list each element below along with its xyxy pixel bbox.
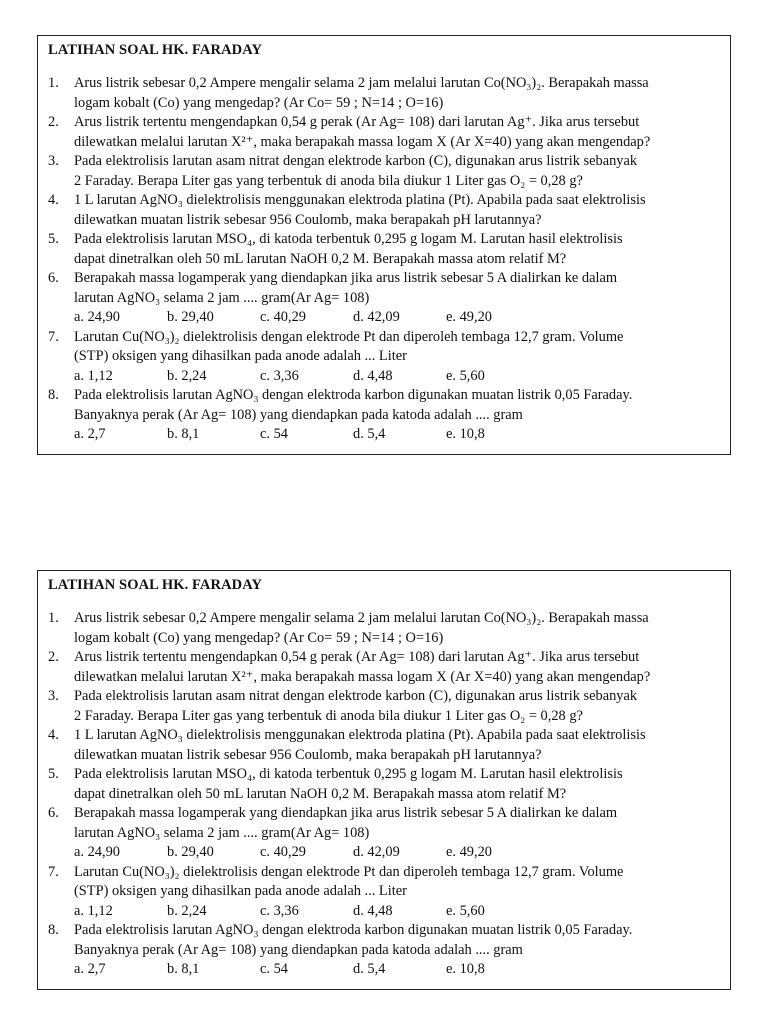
question-row xyxy=(48,152,718,191)
question-text xyxy=(74,863,718,902)
question-line: dapat dinetralkan oleh 50 mL larutan NaOH 0,2 M. Berapakah massa atom relatif M? xyxy=(74,250,567,267)
question-row xyxy=(48,230,718,269)
answer-option: a. 2,7 xyxy=(74,426,106,442)
answer-options xyxy=(48,367,718,387)
question-number: 8. xyxy=(48,387,59,403)
question-line: Berapakah massa logamperak yang diendapkan jika arus listrik sebesar 5 A dialirkan ke dalam xyxy=(74,270,618,286)
worksheet-card xyxy=(37,570,731,990)
answer-option: b. 29,40 xyxy=(167,844,214,860)
answer-option: c. 54 xyxy=(260,961,288,977)
question-line: larutan AgNO₃ selama 2 jam .... gram(Ar Ag= 108) xyxy=(74,824,370,841)
question-number: 7. xyxy=(48,328,59,345)
question-line: Arus listrik tertentu mengendapkan 0,54 g perak (Ar Ag= 108) dari larutan Ag⁺. Jika arus tersebut xyxy=(74,114,640,130)
question-row xyxy=(48,269,718,308)
question-line: 1 L larutan AgNO₃ dielektrolisis menggunakan elektroda platina (Pt). Apabila pada saat elektrolisis xyxy=(74,727,646,743)
question-line: dilewatkan melalui larutan X²⁺, maka berapakah massa logam X (Ar X=40) yang akan mengendap? xyxy=(74,668,651,685)
answer-option: e. 10,8 xyxy=(446,961,485,977)
question-line: Berapakah massa logamperak yang diendapkan jika arus listrik sebesar 5 A dialirkan ke dalam xyxy=(74,805,618,821)
answer-option: d. 5,4 xyxy=(353,426,386,442)
question-text xyxy=(74,386,718,425)
question-text xyxy=(74,648,718,687)
question-item xyxy=(48,269,718,328)
answer-option: c. 3,36 xyxy=(260,367,299,384)
question-text xyxy=(74,726,718,765)
answer-options xyxy=(48,902,718,922)
question-row xyxy=(48,191,718,230)
question-text xyxy=(74,152,718,191)
question-line: Banyaknya perak (Ar Ag= 108) yang diendapkan pada katoda adalah .... gram xyxy=(74,941,523,958)
question-text xyxy=(74,804,718,843)
worksheet-title: LATIHAN SOAL HK. FARADAY xyxy=(48,577,263,593)
question-item xyxy=(48,230,718,269)
worksheet-card xyxy=(37,35,731,455)
question-line: Pada elektrolisis larutan asam nitrat dengan elektrode karbon (C), digunakan arus listrik sebanyak xyxy=(74,688,638,704)
question-text xyxy=(74,921,718,960)
question-number: 2. xyxy=(48,114,59,130)
answer-option: d. 42,09 xyxy=(353,309,400,325)
question-item xyxy=(48,386,718,445)
question-number: 1. xyxy=(48,75,59,91)
question-item xyxy=(48,152,718,191)
question-text xyxy=(74,191,718,230)
question-row xyxy=(48,609,718,648)
question-number: 2. xyxy=(48,649,59,665)
question-line: dilewatkan muatan listrik sebesar 956 Coulomb, maka berapakah pH larutannya? xyxy=(74,746,542,763)
answer-options xyxy=(48,843,718,863)
question-row xyxy=(48,687,718,726)
question-line: larutan AgNO₃ selama 2 jam .... gram(Ar Ag= 108) xyxy=(74,289,370,306)
question-text xyxy=(74,687,718,726)
answer-option: e. 49,20 xyxy=(446,309,492,325)
question-line: Pada elektrolisis larutan MSO₄, di katoda terbentuk 0,295 g logam M. Larutan hasil elektrolisis xyxy=(74,766,623,782)
question-text xyxy=(74,765,718,804)
question-line: logam kobalt (Co) yang mengedap? (Ar Co= 59 ; N=14 ; O=16) xyxy=(74,629,444,646)
question-item xyxy=(48,74,718,113)
question-row xyxy=(48,113,718,152)
question-item xyxy=(48,921,718,980)
worksheet-title: LATIHAN SOAL HK. FARADAY xyxy=(48,42,263,58)
question-number: 5. xyxy=(48,766,59,782)
question-line: Arus listrik tertentu mengendapkan 0,54 g perak (Ar Ag= 108) dari larutan Ag⁺. Jika arus tersebut xyxy=(74,649,640,665)
answer-options xyxy=(48,308,718,328)
question-item xyxy=(48,687,718,726)
question-number: 1. xyxy=(48,610,59,626)
question-line: Banyaknya perak (Ar Ag= 108) yang diendapkan pada katoda adalah .... gram xyxy=(74,406,523,423)
question-row xyxy=(48,386,718,425)
question-list xyxy=(48,609,718,980)
question-line: Pada elektrolisis larutan AgNO₃ dengan elektroda karbon digunakan muatan listrik 0,05 Faraday. xyxy=(74,922,633,938)
question-row xyxy=(48,765,718,804)
question-line: dilewatkan muatan listrik sebesar 956 Coulomb, maka berapakah pH larutannya? xyxy=(74,211,542,228)
question-text xyxy=(74,113,718,152)
question-line: Arus listrik sebesar 0,2 Ampere mengalir selama 2 jam melalui larutan Co(NO₃)₂. Berapakah massa xyxy=(74,610,649,626)
question-item xyxy=(48,609,718,648)
question-row xyxy=(48,863,718,902)
question-line: Pada elektrolisis larutan asam nitrat dengan elektrode karbon (C), digunakan arus listrik sebanyak xyxy=(74,153,638,169)
answer-option: b. 8,1 xyxy=(167,426,200,442)
question-number: 6. xyxy=(48,270,59,286)
answer-option: a. 2,7 xyxy=(74,961,106,977)
question-line: Pada elektrolisis larutan AgNO₃ dengan elektroda karbon digunakan muatan listrik 0,05 Faraday. xyxy=(74,387,633,403)
answer-option: b. 2,24 xyxy=(167,367,207,384)
question-line: logam kobalt (Co) yang mengedap? (Ar Co= 59 ; N=14 ; O=16) xyxy=(74,94,444,111)
answer-option: b. 2,24 xyxy=(167,902,207,919)
question-row xyxy=(48,648,718,687)
question-line: Larutan Cu(NO₃)₂ dielektrolisis dengan elektrode Pt dan diperoleh tembaga 12,7 gram. Volume xyxy=(74,328,624,345)
question-item xyxy=(48,765,718,804)
question-line: Pada elektrolisis larutan MSO₄, di katoda terbentuk 0,295 g logam M. Larutan hasil elektrolisis xyxy=(74,231,623,247)
answer-option: b. 29,40 xyxy=(167,309,214,325)
question-line: dilewatkan melalui larutan X²⁺, maka berapakah massa logam X (Ar X=40) yang akan mengendap? xyxy=(74,133,651,150)
question-line: 2 Faraday. Berapa Liter gas yang terbentuk di anoda bila diukur 1 Liter gas O₂ = 0,28 g? xyxy=(74,707,583,724)
question-item xyxy=(48,726,718,765)
question-line: 1 L larutan AgNO₃ dielektrolisis menggunakan elektroda platina (Pt). Apabila pada saat elektrolisis xyxy=(74,192,646,208)
question-item xyxy=(48,191,718,230)
answer-option: c. 3,36 xyxy=(260,902,299,919)
question-line: Larutan Cu(NO₃)₂ dielektrolisis dengan elektrode Pt dan diperoleh tembaga 12,7 gram. Volume xyxy=(74,863,624,880)
answer-option: a. 24,90 xyxy=(74,844,120,860)
question-item xyxy=(48,113,718,152)
answer-options xyxy=(48,425,718,445)
answer-option: d. 4,48 xyxy=(353,902,393,919)
question-row xyxy=(48,74,718,113)
question-item xyxy=(48,804,718,863)
answer-option: a. 1,12 xyxy=(74,367,113,384)
question-text xyxy=(74,328,718,367)
question-line: (STP) oksigen yang dihasilkan pada anode adalah ... Liter xyxy=(74,348,407,364)
question-item xyxy=(48,328,718,387)
question-row xyxy=(48,726,718,765)
question-row xyxy=(48,804,718,843)
question-list xyxy=(48,74,718,445)
answer-option: e. 5,60 xyxy=(446,367,485,384)
answer-option: a. 24,90 xyxy=(74,309,120,325)
question-number: 3. xyxy=(48,153,59,169)
question-item xyxy=(48,648,718,687)
question-row xyxy=(48,921,718,960)
question-row xyxy=(48,328,718,367)
answer-option: e. 10,8 xyxy=(446,426,485,442)
question-line: dapat dinetralkan oleh 50 mL larutan NaOH 0,2 M. Berapakah massa atom relatif M? xyxy=(74,785,567,802)
question-line: 2 Faraday. Berapa Liter gas yang terbentuk di anoda bila diukur 1 Liter gas O₂ = 0,28 g? xyxy=(74,172,583,189)
question-text xyxy=(74,74,718,113)
answer-option: e. 5,60 xyxy=(446,902,485,919)
question-number: 5. xyxy=(48,231,59,247)
answer-options xyxy=(48,960,718,980)
question-number: 4. xyxy=(48,727,59,743)
answer-option: c. 40,29 xyxy=(260,309,306,325)
question-line: (STP) oksigen yang dihasilkan pada anode adalah ... Liter xyxy=(74,883,407,899)
question-number: 4. xyxy=(48,192,59,208)
answer-option: b. 8,1 xyxy=(167,961,200,977)
question-number: 3. xyxy=(48,688,59,704)
question-number: 7. xyxy=(48,863,59,880)
question-text xyxy=(74,230,718,269)
question-number: 8. xyxy=(48,922,59,938)
question-text xyxy=(74,269,718,308)
question-number: 6. xyxy=(48,805,59,821)
answer-option: c. 54 xyxy=(260,426,288,442)
answer-option: d. 5,4 xyxy=(353,961,386,977)
question-text xyxy=(74,609,718,648)
answer-option: d. 4,48 xyxy=(353,367,393,384)
question-line: Arus listrik sebesar 0,2 Ampere mengalir selama 2 jam melalui larutan Co(NO₃)₂. Berapakah massa xyxy=(74,75,649,91)
answer-option: d. 42,09 xyxy=(353,844,400,860)
answer-option: a. 1,12 xyxy=(74,902,113,919)
question-item xyxy=(48,863,718,922)
answer-option: e. 49,20 xyxy=(446,844,492,860)
answer-option: c. 40,29 xyxy=(260,844,306,860)
